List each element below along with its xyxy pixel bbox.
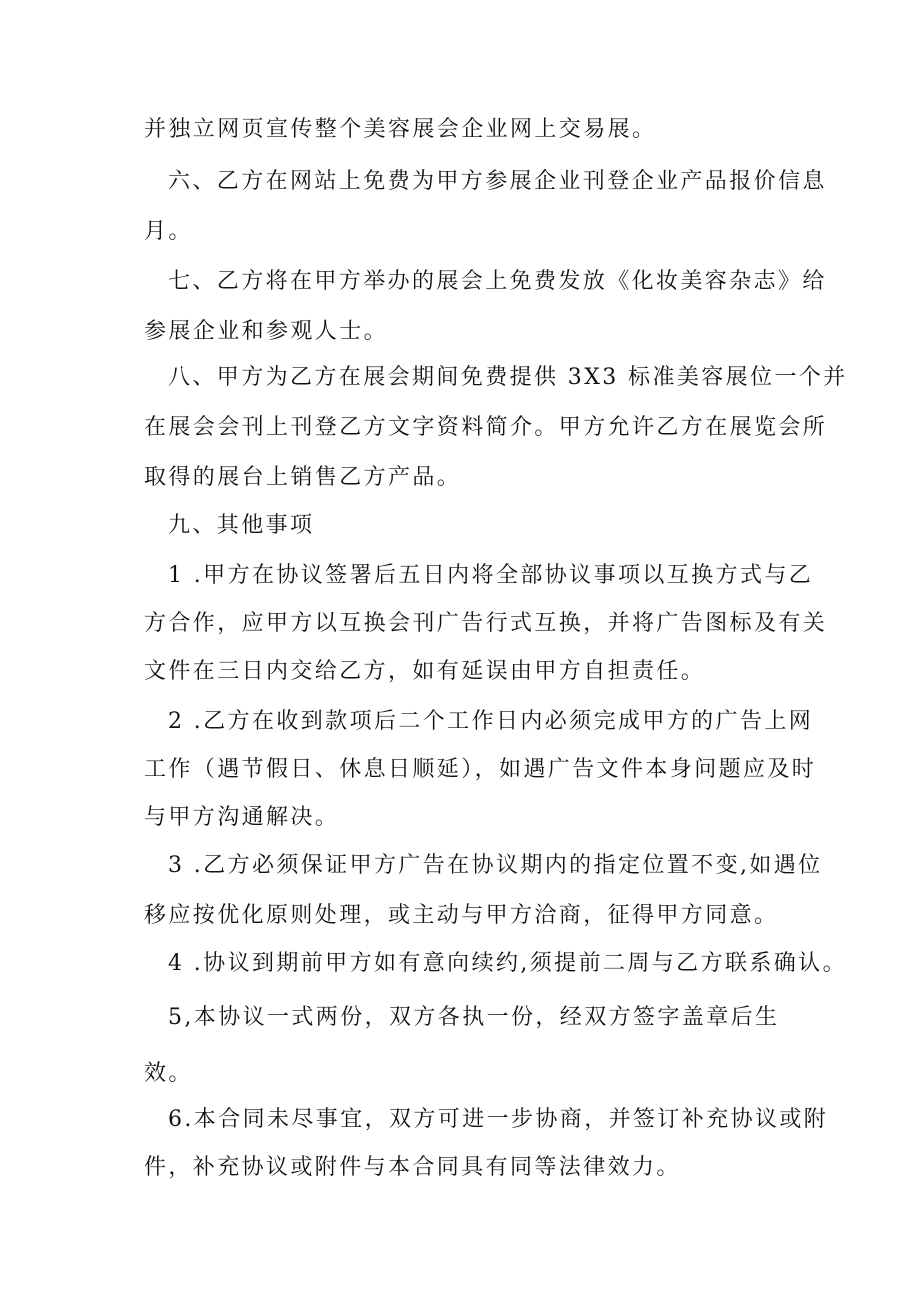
section-heading: 九、其他事项: [168, 513, 315, 538]
paragraph-line: 文件在三日内交给乙方，如有延误由甲方自担责任。: [144, 659, 706, 684]
paragraph-line: 3 .乙方必须保证甲方广告在协议期内的指定位置不变,如遇位: [168, 853, 823, 878]
paragraph-line: 并独立网页宣传整个美容展会企业网上交易展。: [144, 117, 657, 142]
paragraph-line: 七、乙方将在甲方举办的展会上免费发放《化妆美容杂志》给: [168, 269, 827, 294]
paragraph-line: 1 .甲方在协议签署后五日内将全部协议事项以互换方式与乙: [168, 563, 814, 588]
paragraph-line: 在展会会刊上刊登乙方文字资料简介。甲方允许乙方在展览会所: [144, 415, 828, 440]
paragraph-line: 5,本协议一式两份，双方各执一份，经双方签字盖章后生: [168, 1005, 780, 1030]
paragraph-line: 六、乙方在网站上免费为甲方参展企业刊登企业产品报价信息: [168, 169, 827, 194]
paragraph-line: 工作（遇节假日、休息日顺延），如遇广告文件本身问题应及时: [144, 757, 817, 782]
paragraph-line: 方合作，应甲方以互换会刊广告行式互换，并将广告图标及有关: [144, 611, 828, 636]
paragraph-line: 效。: [144, 1061, 193, 1086]
paragraph-line: 4 .协议到期前甲方如有意向续约,须提前二周与乙方联系确认。: [168, 951, 847, 976]
paragraph-line: 与甲方沟通解决。: [144, 805, 340, 830]
paragraph-line: 八、甲方为乙方在展会期间免费提供 3X3 标准美容展位一个并: [168, 365, 848, 390]
paragraph-line: 6.本合同未尽事宜，双方可进一步协商，并签订补充协议或附: [168, 1107, 829, 1132]
paragraph-line: 月。: [144, 219, 193, 244]
paragraph-line: 件，补充协议或附件与本合同具有同等法律效力。: [144, 1155, 681, 1180]
paragraph-line: 2 .乙方在收到款项后二个工作日内必须完成甲方的广告上网: [168, 709, 814, 734]
paragraph-line: 取得的展台上销售乙方产品。: [144, 465, 462, 490]
paragraph-line: 参展企业和参观人士。: [144, 319, 389, 344]
paragraph-line: 移应按优化原则处理，或主动与甲方洽商，征得甲方同意。: [144, 903, 779, 928]
